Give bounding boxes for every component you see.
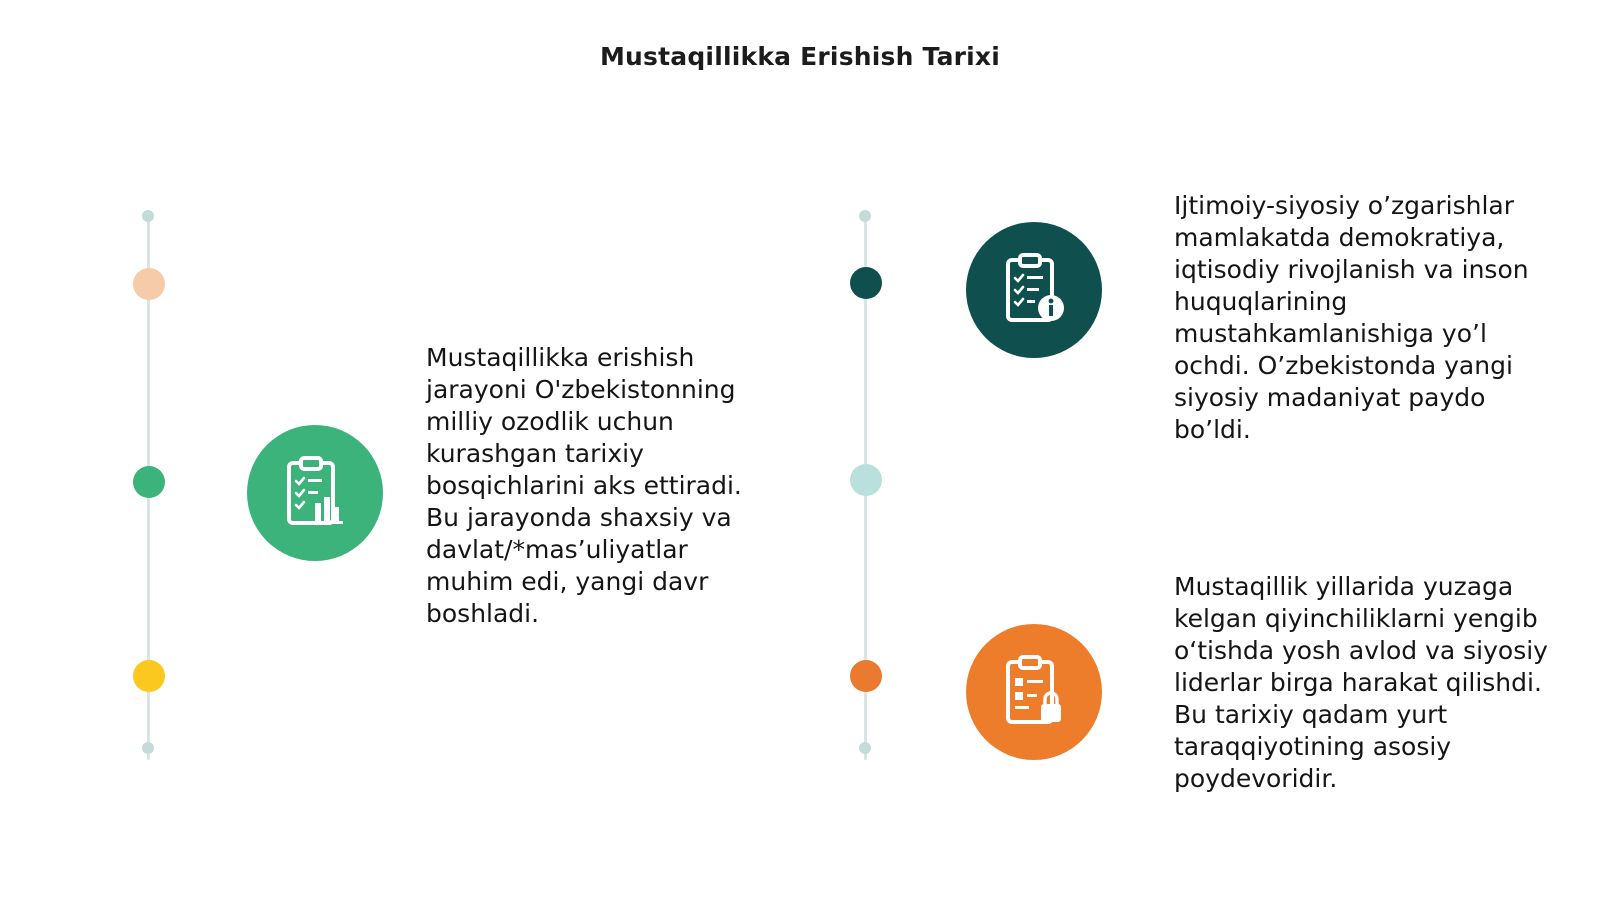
timeline-marker-mint xyxy=(850,464,882,496)
timeline-left xyxy=(129,210,169,770)
clipboard-chart-badge xyxy=(247,425,383,561)
timeline-start-cap xyxy=(142,210,154,222)
clipboard-chart-icon xyxy=(275,453,355,533)
clipboard-lock-icon xyxy=(994,652,1074,732)
clipboard-info-icon xyxy=(994,250,1074,330)
timeline-marker-orange xyxy=(850,660,882,692)
clipboard-info-badge xyxy=(966,222,1102,358)
timeline-end-cap xyxy=(142,742,154,754)
block-1-text: Mustaqillikka erishish jarayoni O'zbekistonning milliy ozodlik uchun kurashgan tarixiy bosqichlarini aks ettiradi. Bu jarayonda shaxsiy va davlat/*mas’uliyatlar muhim edi, yangi davr boshladi. xyxy=(426,343,742,628)
timeline-marker-teal xyxy=(850,267,882,299)
clipboard-lock-badge xyxy=(966,624,1102,760)
page-title: Mustaqillikka Erishish Tarixi xyxy=(599,42,1001,71)
timeline-right xyxy=(846,210,886,770)
timeline-end-cap xyxy=(859,742,871,754)
block-2-text: Ijtimoiy-siyosiy o’zgarishlar mamlakatda demokratiya, iqtisodiy rivojlanish va inson huquqlarining mustahkamlanishiga yo’l ochdi. O’zbekistonda yangi siyosiy madaniyat paydo bo’ldi. xyxy=(1174,191,1529,444)
timeline-marker-yellow xyxy=(133,660,165,692)
block-3-text: Mustaqillik yillarida yuzaga kelgan qiyinchiliklarni yengib o‘tishda yosh avlod va siyosiy liderlar birga harakat qilishdi. Bu tarixiy qadam yurt taraqqiyotining asosiy poydevoridir. xyxy=(1174,572,1548,793)
timeline-start-cap xyxy=(859,210,871,222)
timeline-marker-peach xyxy=(133,268,165,300)
timeline-marker-green xyxy=(133,466,165,498)
